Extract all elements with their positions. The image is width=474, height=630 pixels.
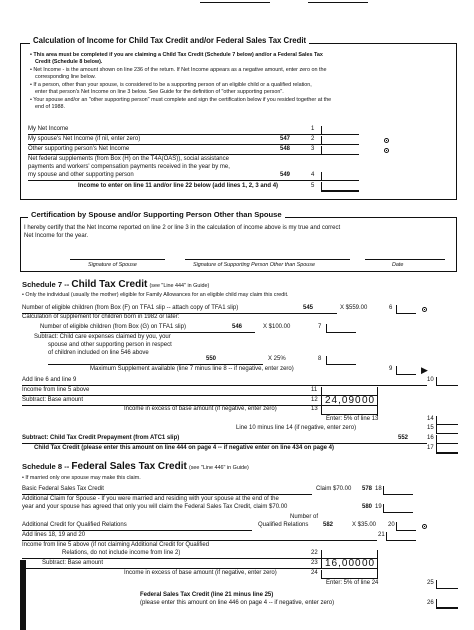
column-rule <box>377 550 378 579</box>
rule-s8-22 <box>22 558 322 559</box>
code-547: 547 <box>280 136 291 142</box>
s8-num-25: 25 <box>427 580 434 586</box>
rule-s7-11 <box>22 395 322 396</box>
rule-s7-8 <box>48 364 263 365</box>
s7-line-credit: Child Tax Credit (please enter this amount on line 444 on page 4 -- if negative enter on line 434 on page 4) <box>34 445 334 451</box>
row-2-num: 2 <box>311 136 315 142</box>
s8-num-22: 22 <box>311 550 318 556</box>
s8-line-credit-1: Federal Sales Tax Credit (line 21 minus line 25) <box>140 592 274 598</box>
schedule7-note: (see "Line 444" in Guide) <box>149 283 210 289</box>
s8-line-qual: Additional Credit for Qualified Relations <box>22 522 127 528</box>
schedule7-subtitle: • Only the individual (usually the mother) eligible for Family Allowances for an eligible child may claim this credit. <box>22 292 289 298</box>
field-line-17[interactable] <box>436 444 458 454</box>
margin-black-bar <box>20 560 26 630</box>
rule-s7-7 <box>40 332 255 333</box>
target-icon <box>422 524 427 529</box>
row-supplements-1: Net federal supplements (from Box (H) on the T4A(OAS)), social assistance <box>28 156 229 162</box>
field-line-6[interactable] <box>396 305 416 314</box>
field-line-14[interactable] <box>436 416 458 425</box>
target-icon <box>422 307 427 312</box>
s8-num-20: 20 <box>388 522 395 528</box>
bullet-line-7: • Your spouse and/or an "other supporting person" must complete and sign the certification below if you resided together at the <box>30 97 332 103</box>
field-line-26[interactable] <box>436 599 458 609</box>
s8-num-21: 21 <box>378 532 385 538</box>
row-supplements-2: payments and workers' compensation payments received in the year by me, <box>28 164 230 170</box>
bullet-line-3: • Net Income - is the amount shown on line 236 of the return. If Net Income appears as a negative amount, enter zero on the <box>30 67 327 73</box>
field-line-16[interactable] <box>436 435 458 444</box>
s8-line-basic: Basic Federal Sales Tax Credit <box>22 486 104 492</box>
field-line-3[interactable] <box>321 146 359 155</box>
rule-s8-20 <box>22 530 252 531</box>
row-4-num: 4 <box>311 172 315 178</box>
s8-line-add-1: Additional Claim for Spouse - If you were married and residing with your spouse at the end of the <box>22 496 279 502</box>
target-icon <box>384 148 389 153</box>
s7-num-13: 13 <box>311 406 318 412</box>
bullet-line-1: • This area must be completed if you are claiming a Child Tax Credit (Schedule 7 below) and/or a Federal Sales Tax <box>30 52 323 58</box>
bullet-line-6: enter that person's Net Income on line 3 below. See Guide for the definition of "other supporting person". <box>35 89 284 95</box>
rule-s8-18 <box>22 494 312 495</box>
s7-num-15: 15 <box>427 425 434 431</box>
schedule8-main: Federal Sales Tax Credit <box>71 461 187 472</box>
mult-25: X 25% <box>268 356 286 362</box>
s7-num-17: 17 <box>427 445 434 451</box>
field-line-4[interactable] <box>321 172 359 181</box>
s7-base-cents: 00 <box>362 395 376 406</box>
s8-line-income-2: Relations, do not include income from line 2) <box>62 550 181 556</box>
sig-spouse-label: Signature of Spouse <box>88 262 137 268</box>
s7-line-base: Subtract: Base amount <box>22 397 84 403</box>
s8-line-enter5: Enter: 5% of line 24 <box>326 580 379 586</box>
s7-line-num-children: Number of eligible children (from Box (F) on TFA1 slip -- attach copy of TFA1 slip) <box>22 305 239 311</box>
s7-num-9: 9 <box>389 366 393 372</box>
s7-num-10: 10 <box>427 377 434 383</box>
bullet-line-8: end of 1988. <box>35 104 65 110</box>
s7-num-14: 14 <box>427 416 434 422</box>
schedule8-note: (see "Line 446" in Guide) <box>188 465 249 471</box>
code-580: 580 <box>362 504 373 510</box>
s7-num-11: 11 <box>311 387 318 393</box>
rule-row-3 <box>28 154 328 155</box>
top-rule-left <box>200 2 270 3</box>
row-my-net-income: My Net Income <box>28 126 69 132</box>
field-line-21[interactable] <box>386 532 416 541</box>
certification-text-2: Net Income for the year. <box>24 233 89 239</box>
s7-line-income: Income from line 5 above <box>22 387 90 393</box>
bullet-line-4: corresponding line below. <box>35 74 96 80</box>
s8-qual-rel: Qualified Relations <box>258 522 309 528</box>
code-548: 548 <box>280 146 291 152</box>
row-1-num: 1 <box>311 126 315 132</box>
bullet-line-5: • If a person, other than your spouse, is considered to be a supporting person of an eligible child or a qualified relation, <box>30 82 312 88</box>
field-line-10[interactable] <box>436 377 458 386</box>
s7-line-max: Maximum Supplement available (line 7 minus line 8 -- if negative, enter zero) <box>90 366 294 372</box>
income-section-title: Calculation of Income for Child Tax Credit and/or Federal Sales Tax Credit <box>30 36 309 45</box>
row-supplements-3: my spouse and other supporting person <box>28 172 134 178</box>
rule-s8-23 <box>26 568 322 569</box>
s7-line-enter5: Enter: 5% of line 13 <box>326 416 379 422</box>
schedule8-title <box>22 462 249 471</box>
mult-35: X $35.00 <box>352 522 377 528</box>
code-550: 550 <box>206 356 217 362</box>
sig-spouse-line[interactable] <box>70 259 165 260</box>
s8-line-base: Subtract: Base amount <box>42 560 104 566</box>
s7-line-excess: Income in excess of base amount (if negative, enter zero) <box>124 406 277 412</box>
certification-text-1: I hereby certify that the Net Income reported on line 2 or line 3 in the calculation of income above is my true and correct <box>24 225 341 231</box>
s7-line-subtract-2: spouse and other supporting person in respect <box>48 342 172 348</box>
s8-num-23: 23 <box>311 560 318 566</box>
schedule7-prefix: Schedule 7 -- <box>22 280 70 289</box>
row-other-net-income: Other supporting person's Net Income <box>28 146 130 152</box>
certification-title: Certification by Spouse and/or Supporting Person Other than Spouse <box>28 210 285 219</box>
field-line-7[interactable] <box>326 324 356 333</box>
s7-line-subtract-3: of children included on line 546 above <box>48 350 149 356</box>
field-line-15[interactable] <box>436 425 458 434</box>
field-line-24[interactable] <box>321 570 377 579</box>
arrow-right-icon: ▶ <box>421 365 428 375</box>
code-545: 545 <box>303 305 314 311</box>
rule-s8-21 <box>22 540 377 541</box>
mult-100: X $100.00 <box>263 324 291 330</box>
rule-row-2 <box>28 144 328 145</box>
code-582: 582 <box>323 522 334 528</box>
s8-num-19: 19 <box>375 504 382 510</box>
rule-row-4 <box>28 180 328 181</box>
schedule7-title <box>22 280 209 289</box>
s8-line-credit-2: (please enter this amount on line 446 on page 4 -- if negative, enter zero) <box>140 600 335 606</box>
s7-line-add: Add line 6 and line 9 <box>22 377 77 383</box>
s7-num-7: 7 <box>318 324 322 330</box>
s7-line-prepay: Subtract: Child Tax Credit Prepayment (from ATC1 slip) <box>22 435 180 441</box>
s7-line-eligible: Number of eligible children (from Box (G) on TFA1 slip) <box>40 324 186 330</box>
row-5-num: 5 <box>311 183 315 189</box>
field-line-5[interactable] <box>321 182 359 192</box>
row-income-total: Income to enter on line 11 and/or line 22 below (add lines 1, 2, 3 and 4) <box>78 183 279 189</box>
column-rule <box>377 387 378 416</box>
field-line-20[interactable] <box>396 522 416 531</box>
row-spouse-net-income: My spouse's Net Income (if nil, enter zero) <box>28 136 141 142</box>
s8-claim-70: Claim $70.00 <box>316 486 352 492</box>
field-line-18[interactable] <box>383 486 413 495</box>
sig-other-label: Signature of Supporting Person Other than Spouse <box>193 262 315 268</box>
sig-date-line[interactable] <box>365 259 445 260</box>
s8-line-add-2: year and your spouse has agreed that only you will claim the Federal Sales Tax Credit, claim $70.00 <box>22 504 288 510</box>
code-546: 546 <box>232 324 243 330</box>
field-line-1[interactable] <box>321 126 359 135</box>
field-line-13[interactable] <box>321 406 377 415</box>
s7-num-16: 16 <box>427 435 434 441</box>
s8-num-26: 26 <box>427 600 434 606</box>
field-line-8[interactable] <box>326 356 356 365</box>
code-552: 552 <box>398 435 409 441</box>
mult-559: X $559.00 <box>340 305 368 311</box>
rule-s7-10 <box>22 385 427 386</box>
field-line-2[interactable] <box>321 136 359 145</box>
row-3-num: 3 <box>311 146 315 152</box>
code-549: 549 <box>280 172 291 178</box>
schedule8-prefix: Schedule 8 -- <box>22 462 70 471</box>
rule-row-1 <box>28 134 328 135</box>
s7-num-6: 6 <box>389 305 393 311</box>
s8-line-excess: Income in excess of base amount (if negative, enter zero) <box>124 570 277 576</box>
s7-line-10minus: Line 10 minus line 14 (if negative, enter zero) <box>236 425 357 431</box>
s7-line-subtract-1: Subtract: Child care expenses claimed by you, your <box>34 334 171 340</box>
s8-base-amount: 16,000 <box>325 558 362 569</box>
sig-other-line[interactable] <box>185 259 350 260</box>
s8-num-24: 24 <box>311 570 318 576</box>
bullet-line-2: Credit (Schedule 8 below). <box>35 59 103 65</box>
s7-num-8: 8 <box>318 356 322 362</box>
field-line-19[interactable] <box>383 504 413 513</box>
s8-line-income-1: Income from line 5 above (if not claiming Additional Credit for Qualified <box>22 542 210 548</box>
s8-num-18: 18 <box>375 486 382 492</box>
s8-base-cents: 00 <box>362 558 376 569</box>
top-rule-right <box>308 2 368 3</box>
sig-date-label: Date <box>392 262 404 268</box>
field-line-9[interactable] <box>396 366 416 375</box>
s8-line-add-lines: Add lines 18, 19 and 20 <box>22 532 86 538</box>
field-line-25[interactable] <box>436 580 458 589</box>
target-icon <box>384 138 389 143</box>
s7-base-amount: 24,090 <box>325 395 362 406</box>
s7-num-12: 12 <box>311 397 318 403</box>
rule-s7-16 <box>22 443 427 444</box>
code-578: 578 <box>362 486 373 492</box>
schedule8-subtitle: • If married only one spouse may make this claim. <box>22 475 141 481</box>
s7-line-calc: Calculation of supplement for children born in 1982 or later: <box>22 314 180 320</box>
s8-number-of: Number of <box>290 514 319 520</box>
schedule7-main: Child Tax Credit <box>71 279 148 290</box>
